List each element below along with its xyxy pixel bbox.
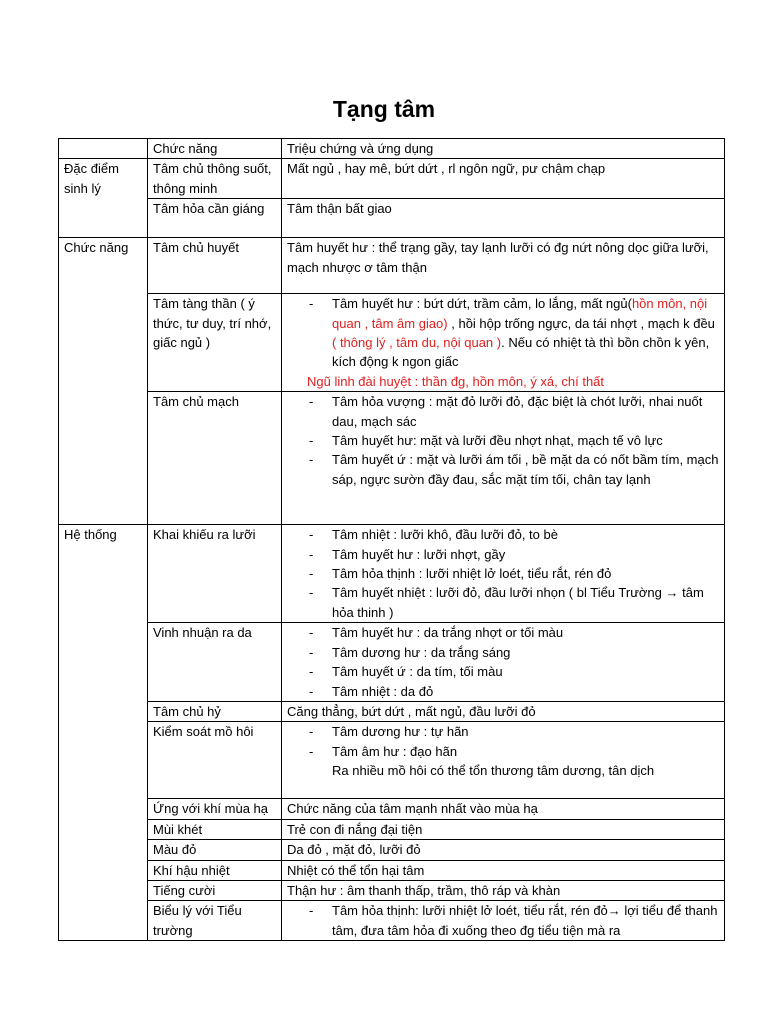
header-symptoms: Triệu chứng và ứng dụng — [282, 139, 725, 159]
function-cell: Mùi khét — [148, 819, 282, 839]
list-item: - Tâm dương hư : tự hãn — [332, 722, 719, 741]
table-row — [59, 238, 725, 294]
list-item: - Tâm huyết hư : bứt dứt, trầm cảm, lo lắng, mất ngủ(hồn môn, nội quan , tâm âm giao) , hồi hộp trống ngực, da tái nhợt , mạch k đều ( thông lý , tâm du, nội quan ). Nếu có nhiệt tà thì bồn chồn k yên, kích động k ngon giấc — [332, 294, 719, 372]
header-empty-cell — [59, 139, 148, 159]
function-cell: Vinh nhuận ra da — [148, 623, 282, 702]
symptom-cell: Nhiệt có thể tổn hại tâm — [282, 860, 725, 880]
symptom-cell: Căng thẳng, bứt dứt , mất ngủ, đầu lưỡi đỏ — [282, 701, 725, 721]
table-row — [59, 159, 725, 199]
list-item: - Tâm huyết nhiệt : lưỡi đỏ, đầu lưỡi nhọn ( bl Tiểu Trường → tâm hỏa thinh ) — [332, 583, 719, 622]
table-row — [59, 799, 725, 819]
table-row — [59, 860, 725, 880]
header-row — [59, 139, 725, 159]
header-function: Chức năng — [148, 139, 282, 159]
table-row — [59, 819, 725, 839]
function-cell: Tiếng cười — [148, 880, 282, 900]
table-row — [59, 722, 725, 799]
function-cell: Tâm chủ hỷ — [148, 701, 282, 721]
symptom-cell — [282, 294, 725, 392]
list-item: - Tâm hỏa thịnh : lưỡi nhiệt lở loét, tiểu rắt, rén đỏ — [332, 564, 719, 583]
list-item: - Tâm huyết hư : lưỡi nhợt, gầy — [332, 545, 719, 564]
function-cell: Ứng với khí mùa hạ — [148, 799, 282, 819]
list-item: - Tâm dương hư : da trắng sáng — [332, 643, 719, 662]
list-item: - Tâm huyết hư: mặt và lưỡi đều nhợt nhạt, mạch tế vô lực — [332, 431, 719, 450]
function-cell: Khai khiếu ra lưỡi — [148, 525, 282, 623]
acupoint-note: Ngũ linh đài huyệt : thần đg, hồn môn, ý xá, chí thất — [307, 373, 605, 389]
section-label: Đặc điểm sinh lý — [59, 159, 148, 238]
list-item: - Tâm nhiệt : lưỡi khô, đầu lưỡi đỏ, to bè — [332, 525, 719, 544]
symptom-cell: Chức năng của tâm mạnh nhất vào mùa hạ — [282, 799, 725, 819]
list-item: - Tâm huyết hư : da trắng nhợt or tối màu — [332, 623, 719, 642]
sweat-note: Ra nhiều mồ hôi có thể tổn thương tâm dương, tân dịch — [332, 763, 655, 779]
list-item: - Tâm âm hư : đạo hãn — [332, 742, 719, 761]
list-item: - Tâm hỏa vượng : mặt đỏ lưỡi đỏ, đặc biệt là chót lưỡi, nhai nuốt dau, mạch sác — [332, 392, 719, 431]
table-row — [59, 840, 725, 860]
content-table — [58, 138, 725, 941]
function-cell: Kiểm soát mồ hôi — [148, 722, 282, 799]
table-row — [59, 701, 725, 721]
symptom-cell: Tâm thận bất giao — [282, 199, 725, 238]
symptom-cell: Mất ngủ , hay mê, bứt dứt , rl ngôn ngữ, pư chậm chạp — [282, 159, 725, 199]
function-cell: Tâm chủ thông suốt, thông minh — [148, 159, 282, 199]
list-item: - Tâm hỏa thịnh: lưỡi nhiệt lở loét, tiểu rắt, rén đỏ→ lợi tiểu để thanh tâm, đưa tâm hỏa đi xuống theo đg tiểu tiện mà ra — [332, 901, 719, 940]
symptom-cell: Tâm huyết hư : thể trạng gầy, tay lạnh lưỡi có đg nứt nông dọc giữa lưỡi, mạch nhược ơ tâm thận — [282, 238, 725, 294]
table-row — [59, 199, 725, 238]
page-title: Tạng tâm — [332, 96, 436, 122]
list-item: - Tâm nhiệt : da đỏ — [332, 682, 719, 701]
section-label: Hệ thống — [59, 525, 148, 941]
function-cell: Tâm chủ mạch — [148, 392, 282, 525]
table-row — [59, 525, 725, 623]
list-item: - Tâm huyết ứ : mặt và lưỡi ám tối , bề mặt da có nốt bầm tím, mạch sáp, ngực sườn đầy đau, sắc mặt tím tối, chân tay lạnh — [332, 450, 719, 489]
symptom-cell — [282, 901, 725, 941]
function-cell: Tâm hỏa cần giáng — [148, 199, 282, 238]
function-cell: Tâm chủ huyết — [148, 238, 282, 294]
symptom-cell: Trẻ con đi nắng đại tiện — [282, 819, 725, 839]
table-row — [59, 392, 725, 525]
symptom-cell — [282, 623, 725, 702]
symptom-cell: Da đỏ , mặt đỏ, lưỡi đỏ — [282, 840, 725, 860]
function-cell: Màu đỏ — [148, 840, 282, 860]
table-row — [59, 880, 725, 900]
list-item: - Tâm huyết ứ : da tím, tối màu — [332, 662, 719, 681]
symptom-cell — [282, 525, 725, 623]
function-cell: Tâm tàng thần ( ý thức, tư duy, trí nhớ, giấc ngủ ) — [148, 294, 282, 392]
table-row — [59, 294, 725, 392]
symptom-cell: Thận hư : âm thanh thấp, trầm, thô ráp và khàn — [282, 880, 725, 900]
function-cell: Khí hậu nhiệt — [148, 860, 282, 880]
symptom-cell — [282, 722, 725, 799]
section-label: Chức năng — [59, 238, 148, 525]
symptom-cell — [282, 392, 725, 525]
table-row — [59, 901, 725, 941]
function-cell: Biểu lý với Tiểu trường — [148, 901, 282, 941]
table-row — [59, 623, 725, 702]
